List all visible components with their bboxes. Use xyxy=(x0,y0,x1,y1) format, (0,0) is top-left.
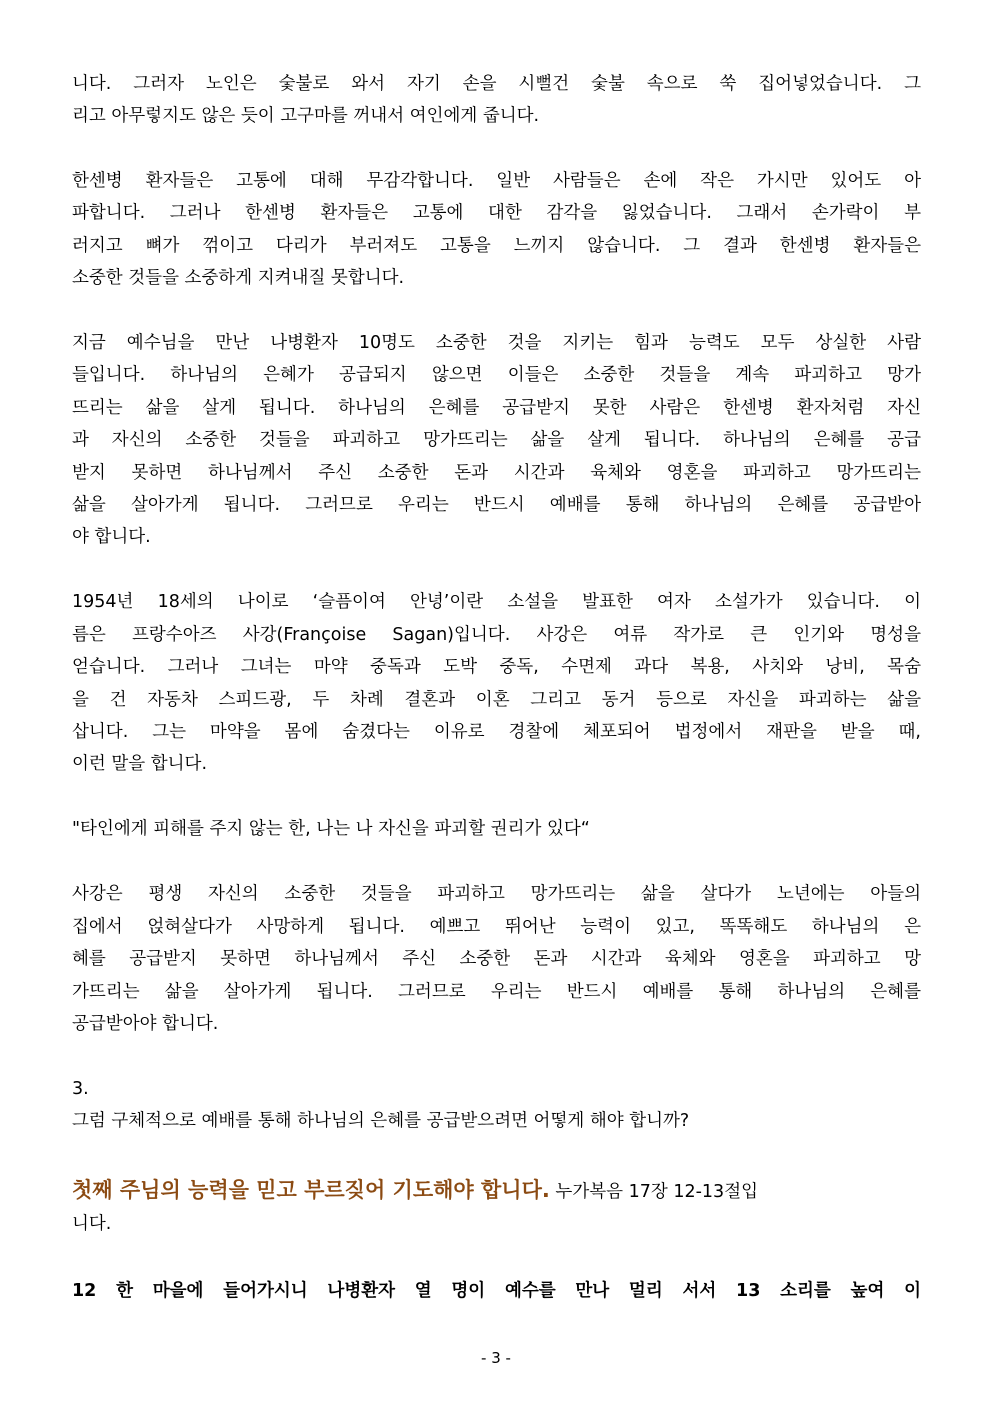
paragraph-4-line-6: 이런 말을 합니다. xyxy=(72,754,208,774)
paragraph-6-line-3: 혜를 공급받지 못하면 하나님께서 주신 소중한 돈과 시간과 육체와 영혼을 파괴하고 망 xyxy=(72,949,921,969)
scripture-reference: 누가복음 17장 12-13절입 xyxy=(549,1182,759,1202)
paragraph-3-line-5: 받지 못하면 하나님께서 주신 소중한 돈과 시간과 육체와 영혼을 파괴하고 망가뜨리는 xyxy=(72,463,921,483)
paragraph-2-line-4: 소중한 것들을 소중하게 지켜내질 못합니다. xyxy=(72,268,405,288)
paragraph-6-line-1: 사강은 평생 자신의 소중한 것들을 파괴하고 망가뜨리는 삶을 살다가 노년에는 아들의 xyxy=(72,884,921,904)
paragraph-3-line-2: 들입니다. 하나님의 은혜가 공급되지 않으면 이들은 소중한 것들을 계속 파괴하고 망가 xyxy=(72,365,921,385)
paragraph-6-line-5: 공급받아야 합니다. xyxy=(72,1014,219,1034)
section-question: 그럼 구체적으로 예배를 통해 하나님의 은혜를 공급받으려면 어떻게 해야 합니까? xyxy=(72,1111,690,1131)
paragraph-3-line-4: 과 자신의 소중한 것들을 파괴하고 망가뜨리는 삶을 살게 됩니다. 하나님의 은혜를 공급 xyxy=(72,430,921,450)
point-heading xyxy=(72,1175,921,1205)
paragraph-2-line-3: 러지고 뼈가 꺾이고 다리가 부러져도 고통을 느끼지 않습니다. 그 결과 한센병 환자들은 xyxy=(72,236,921,256)
paragraph-3-line-6: 삶을 살아가게 됩니다. 그러므로 우리는 반드시 예배를 통해 하나님의 은혜를 공급받아 xyxy=(72,495,921,515)
paragraph-4-line-4: 을 건 자동차 스피드광, 두 차례 결혼과 이혼 그리고 동거 등으로 자신을 파괴하는 삶을 xyxy=(72,690,921,710)
point-heading-bold: 첫째 주님의 능력을 믿고 부르짖어 기도해야 합니다. xyxy=(72,1178,550,1202)
paragraph-3-line-1: 지금 예수님을 만난 나병환자 10명도 소중한 것을 지키는 힘과 능력도 모두 상실한 사람 xyxy=(72,333,921,353)
paragraph-6-line-4: 가뜨리는 삶을 살아가게 됩니다. 그러므로 우리는 반드시 예배를 통해 하나님의 은혜를 xyxy=(72,982,921,1002)
paragraph-2-line-2: 파합니다. 그러나 한센병 환자들은 고통에 대한 감각을 잃었습니다. 그래서 손가락이 부 xyxy=(72,203,921,223)
paragraph-6-line-2: 집에서 얹혀살다가 사망하게 됩니다. 예쁘고 뛰어난 능력이 있고, 똑똑해도 하나님의 은 xyxy=(72,917,921,937)
verse-line: 12 한 마을에 들어가시니 나병환자 열 명이 예수를 만나 멀리 서서 13 소리를 높여 이 xyxy=(72,1281,921,1301)
paragraph-4-line-1: 1954년 18세의 나이로 ‘슬픔이여 안녕’이란 소설을 발표한 여자 소설가가 있습니다. 이 xyxy=(72,592,921,612)
paragraph-4-line-5: 삽니다. 그는 마약을 몸에 숨겼다는 이유로 경찰에 체포되어 법정에서 재판을 받을 때, xyxy=(72,722,921,742)
paragraph-4-line-3: 얻습니다. 그러나 그녀는 마약 중독과 도박 중독, 수면제 과다 복용, 사치와 낭비, 목숨 xyxy=(72,657,921,677)
paragraph-3-line-3: 뜨리는 삶을 살게 됩니다. 하나님의 은혜를 공급받지 못한 사람은 한센병 환자처럼 자신 xyxy=(72,398,921,418)
section-number: 3. xyxy=(72,1079,89,1099)
paragraph-4-line-2: 름은 프랑수아즈 사강(Françoise Sagan)입니다. 사강은 여류 작가로 큰 인기와 명성을 xyxy=(72,625,921,645)
page-number: - 3 - xyxy=(481,1349,511,1367)
quote-line: "타인에게 피해를 주지 않는 한, 나는 나 자신을 파괴할 권리가 있다“ xyxy=(72,819,590,839)
paragraph-2-line-1: 한센병 환자들은 고통에 대해 무감각합니다. 일반 사람들은 손에 작은 가시만 있어도 아 xyxy=(72,171,921,191)
paragraph-1-line-1: 니다. 그러자 노인은 숯불로 와서 자기 손을 시뻘건 숯불 속으로 쑥 집어넣었습니다. 그 xyxy=(72,74,921,94)
paragraph-3-line-7: 야 합니다. xyxy=(72,527,151,547)
scripture-reference-cont: 니다. xyxy=(72,1214,112,1234)
paragraph-1-line-2: 리고 아무렇지도 않은 듯이 고구마를 꺼내서 여인에게 줍니다. xyxy=(72,106,540,126)
